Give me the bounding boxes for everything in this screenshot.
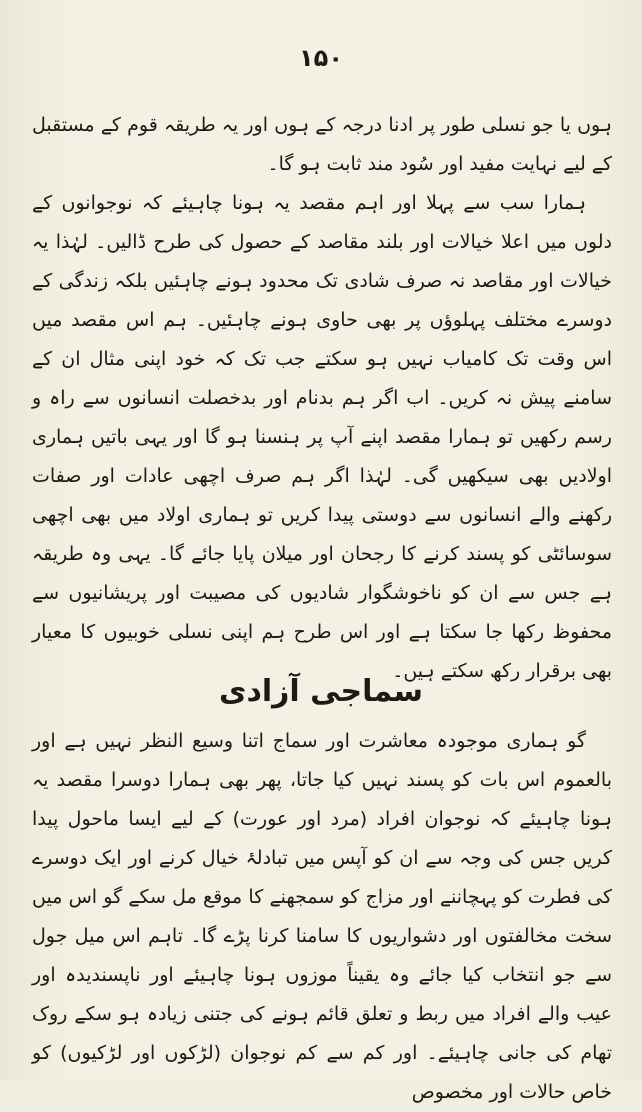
paragraph-social-freedom: گو ہماری موجودہ معاشرت اور سماج اتنا وسیع النظر نہیں ہے اور بالعموم اس بات کو پسند نہیں کیا جاتا، پھر بھی ہمارا دوسرا مقصد یہ ہونا چاہیئے کہ نوجوان افراد (مرد اور عورت) کے لیے ایسا ماحول پیدا کریں جس کی وجہ سے ان کو آپس میں تبادلۂ خیال کرنے اور ایک دوسرے کی فطرت کو پہچاننے اور مزاج کو سمجھنے کا موقع مل سکے گو اس میں سخت مخالفتوں اور دشواریوں کا سامنا کرنا پڑے گا۔ تاہم اس میل جول سے جو انتخاب کیا جائے وہ یقیناً موزوں ہونا چاہیئے اور ناپسندیدہ اور عیب والے افراد میں ربط و تعلق قائم ہونے کی جتنی زیادہ ہو سکے روک تھام کی جانی چاہیئے۔ اور کم سے کم نوجوان (لڑکوں اور لڑکیوں) کو خاص حالات اور مخصوص xyxy=(32,730,612,1103)
section-heading: سماجی آزادی xyxy=(218,674,424,709)
paragraph-main-objective: ہمارا سب سے پہلا اور اہم مقصد یہ ہونا چاہیئے کہ نوجوانوں کے دلوں میں اعلا خیالات اور بلند مقاصد کے حصول کی طرح ڈالیں۔ لہٰذا یہ خیالات اور مقاصد نہ صرف شادی تک محدود ہونے چاہئیں بلکہ زندگی کے دوسرے مختلف پہلوؤں پر بھی حاوی ہونے چاہئیں۔ ہم اس مقصد میں اس وقت تک کامیاب نہیں ہو سکتے جب تک کہ خود اپنی مثال ان کے سامنے پیش نہ کریں۔ اب اگر ہم بدنام اور بدخصلت انسانوں سے راہ و رسم رکھیں تو ہمارا مقصد اپنے آپ پر ہنسنا ہو گا اور یہی باتیں ہماری اولادیں بھی سیکھیں گی۔ لہٰذا اگر ہم صرف اچھی عادات اور صفات رکھنے والے انسانوں سے دوستی پیدا کریں تو ہماری اولاد میں بھی اچھی سوسائٹی کو پسند کرنے کا رجحان اور میلان پایا جائے گا۔ یہی وہ طریقہ ہے جس سے ان کو ناخوشگوار شادیوں کی مصیبت اور پریشانیوں سے محفوظ رکھا جا سکتا ہے اور اس طرح ہم اپنی نسلی خوبیوں کا معیار بھی برقرار رکھ سکتے ہیں۔ xyxy=(32,192,612,682)
paragraph-continuation: ہوں یا جو نسلی طور پر ادنا درجہ کے ہوں اور یہ طریقہ قوم کے مستقبل کے لیے نہایت مفید اور سُود مند ثابت ہو گا۔ xyxy=(32,114,612,175)
page-number: ۱۵۰ xyxy=(299,44,343,72)
